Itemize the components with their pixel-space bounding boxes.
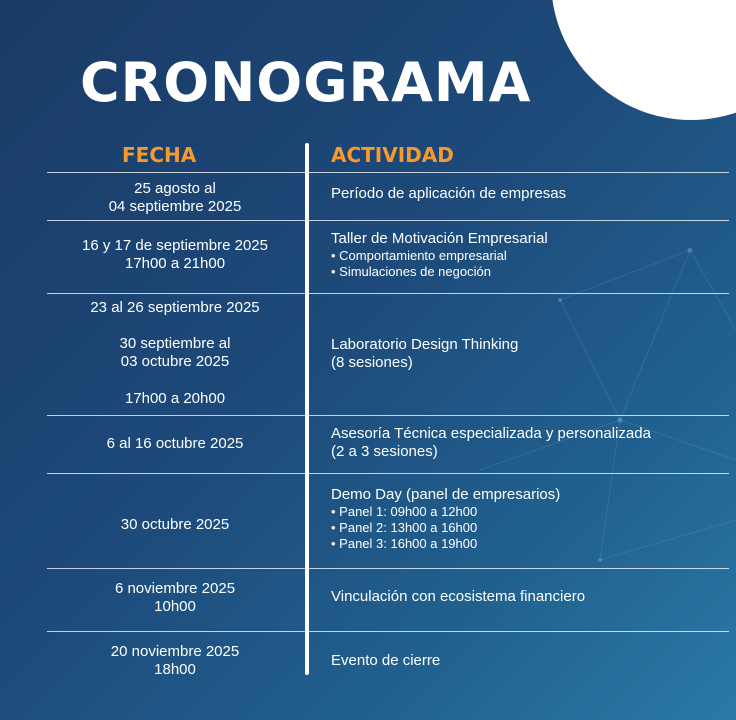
table-row-fecha: 6 noviembre 2025 10h00 xyxy=(114,580,236,615)
table-row-fecha: 17h00 a 20h00 xyxy=(124,390,226,407)
fecha-header: FECHA xyxy=(122,143,197,167)
table-row-fecha: 30 octubre 2025 xyxy=(120,516,230,533)
row-divider xyxy=(47,473,729,474)
page-title: CRONOGRAMA xyxy=(80,51,532,114)
table-row-actividad: Taller de Motivación Empresarial • Comportamiento empresarial • Simulaciones de negoción xyxy=(331,230,548,279)
table-row-fecha: 6 al 16 octubre 2025 xyxy=(106,435,244,452)
table-row-fecha: 16 y 17 de septiembre 2025 17h00 a 21h00 xyxy=(82,237,268,272)
table-row-actividad: Laboratorio Design Thinking (8 sesiones) xyxy=(331,336,519,371)
table-row-actividad: Demo Day (panel de empresarios) • Panel 1: 09h00 a 12h00 • Panel 2: 13h00 a 16h00 • Panel 3: 16h00 a 19h00 xyxy=(331,486,561,551)
table-row-fecha: 20 noviembre 2025 18h00 xyxy=(110,643,240,678)
table-row-fecha: 23 al 26 septiembre 2025 xyxy=(90,299,260,316)
table-row-actividad: Asesoría Técnica especializada y personalizada (2 a 3 sesiones) xyxy=(331,425,651,460)
actividad-header: ACTIVIDAD xyxy=(331,143,454,167)
corner-circle-decoration xyxy=(551,0,736,120)
table-row-actividad: Evento de cierre xyxy=(331,652,441,669)
column-divider xyxy=(305,143,309,675)
row-divider xyxy=(47,415,729,416)
table-row-actividad: Período de aplicación de empresas xyxy=(331,185,567,202)
row-divider xyxy=(47,172,729,173)
row-divider xyxy=(47,568,729,569)
row-divider xyxy=(47,631,729,632)
table-row-actividad: Vinculación con ecosistema financiero xyxy=(331,588,586,605)
row-divider xyxy=(47,220,729,221)
row-divider xyxy=(47,293,729,294)
table-row-fecha: 25 agosto al 04 septiembre 2025 xyxy=(108,180,242,215)
table-row-fecha: 30 septiembre al 03 octubre 2025 xyxy=(119,335,231,370)
